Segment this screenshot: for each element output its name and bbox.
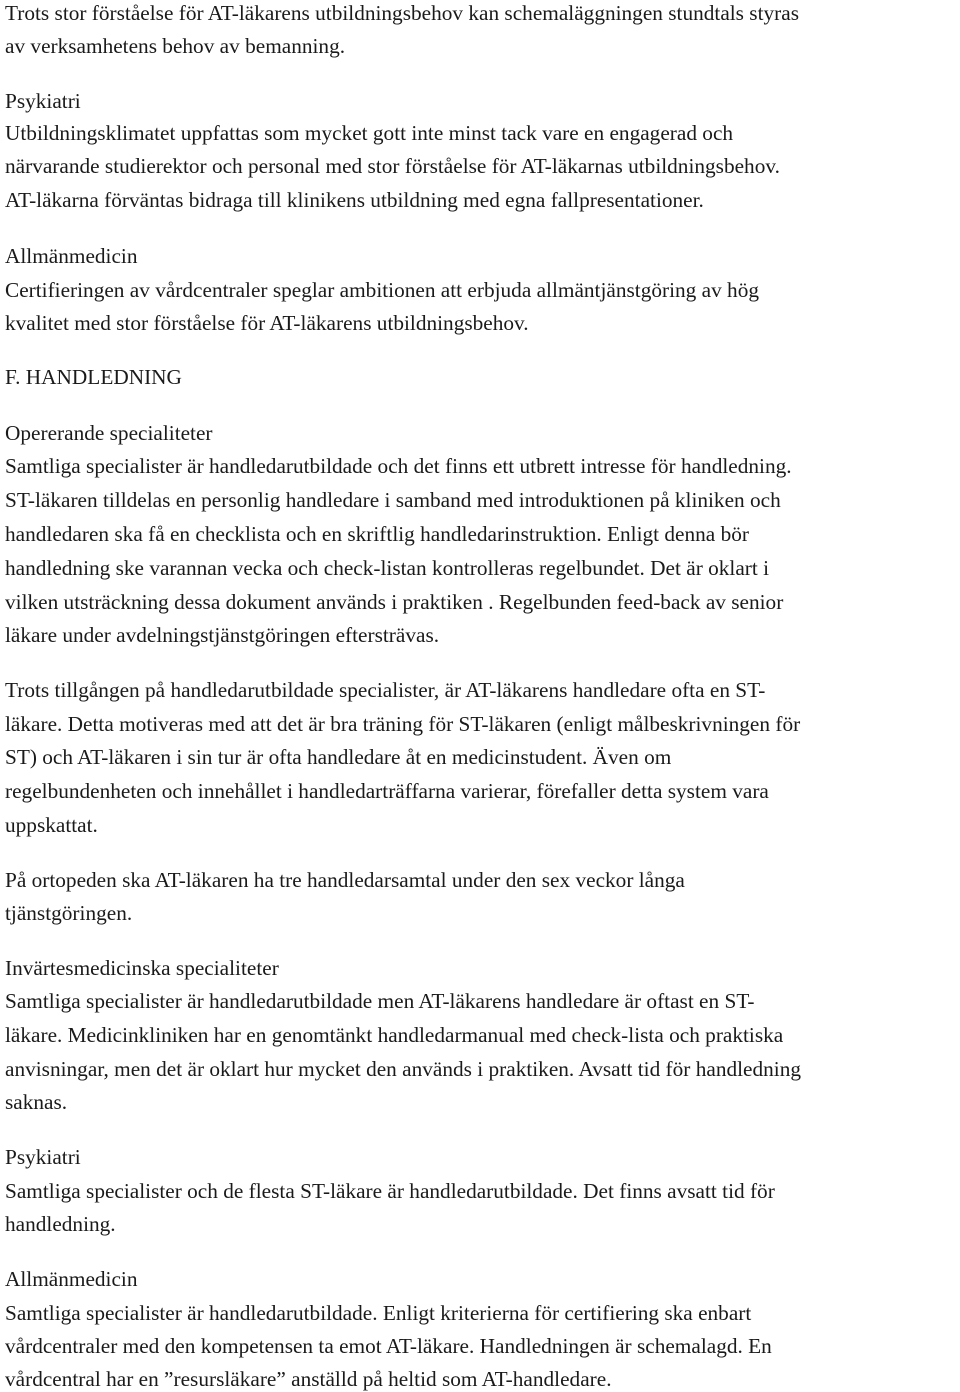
heading-psykiatri-2: Psykiatri	[5, 1145, 81, 1169]
opererande-line-3: handledaren ska få en checklista och en skriftlig handledarinstruktion. Enligt denna bör	[5, 522, 749, 546]
allmanmedicin-2-line-3: vårdcentral har en ”resursläkare” anställd på heltid som AT-handledare.	[5, 1367, 612, 1391]
opererande-line-4: handledning ske varannan vecka och check-listan kontrolleras regelbundet. Det är oklart i	[5, 556, 770, 580]
opererande-line-5: vilken utsträckning dessa dokument används i praktiken . Regelbunden feed-back av senior	[5, 590, 784, 614]
allmanmedicin-1-line-2: kvalitet med stor förståelse för AT-läkarens utbildningsbehov.	[5, 311, 529, 335]
section-heading-handledning: F. HANDLEDNING	[5, 365, 182, 389]
invartes-line-1: Samtliga specialister är handledarutbildade men AT-läkarens handledare är oftast en ST-	[5, 989, 755, 1013]
psykiatri-1-line-3: AT-läkarna förväntas bidraga till klinikens utbildning med egna fallpresentationer.	[5, 188, 704, 212]
heading-invartes: Invärtesmedicinska specialiteter	[5, 956, 279, 980]
opererande-line-6: läkare under avdelningstjänstgöringen eftersträvas.	[5, 623, 440, 647]
invartes-line-2: läkare. Medicinkliniken har en genomtänkt handledarmanual med check-lista och praktiska	[5, 1023, 784, 1047]
opererande-p2-line-4: regelbundenheten och innehållet i handledarträffarna varierar, förefaller detta system vara	[5, 779, 769, 803]
opererande-p2-line-5: uppskattat.	[5, 813, 98, 837]
psykiatri-2-line-2: handledning.	[5, 1212, 116, 1236]
intro-line-2: av verksamhetens behov av bemanning.	[5, 34, 346, 58]
heading-psykiatri-1: Psykiatri	[5, 89, 81, 113]
opererande-p2-line-3: ST) och AT-läkaren i sin tur är ofta handledare åt en medicinstudent. Även om	[5, 745, 672, 769]
opererande-line-1: Samtliga specialister är handledarutbildade och det finns ett utbrett intresse för handledning.	[5, 454, 792, 478]
allmanmedicin-2-line-2: vårdcentraler med den kompetensen ta emot AT-läkare. Handledningen är schemalagd. En	[5, 1334, 772, 1358]
heading-opererande: Opererande specialiteter	[5, 421, 213, 445]
allmanmedicin-1-line-1: Certifieringen av vårdcentraler speglar ambitionen att erbjuda allmäntjänstgöring av hög	[5, 278, 759, 302]
psykiatri-2-line-1: Samtliga specialister och de flesta ST-läkare är handledarutbildade. Det finns avsatt tid för	[5, 1179, 775, 1203]
intro-line-1: Trots stor förståelse för AT-läkarens utbildningsbehov kan schemaläggningen stundtals styras	[5, 1, 799, 25]
heading-allmanmedicin-1: Allmänmedicin	[5, 244, 138, 268]
opererande-p3-line-2: tjänstgöringen.	[5, 901, 133, 925]
allmanmedicin-2-line-1: Samtliga specialister är handledarutbildade. Enligt kriterierna för certifiering ska enbart	[5, 1301, 752, 1325]
psykiatri-1-line-2: närvarande studierektor och personal med stor förståelse för AT-läkarnas utbildningsbehov.	[5, 154, 780, 178]
opererande-p2-line-1: Trots tillgången på handledarutbildade specialister, är AT-läkarens handledare ofta en ST-	[5, 678, 766, 702]
psykiatri-1-line-1: Utbildningsklimatet uppfattas som mycket gott inte minst tack vare en engagerad och	[5, 121, 734, 145]
invartes-line-3: anvisningar, men det är oklart hur mycket den används i praktiken. Avsatt tid för handledning	[5, 1057, 801, 1081]
opererande-p2-line-2: läkare. Detta motiveras med att det är bra träning för ST-läkaren (enligt målbeskrivningen för	[5, 712, 801, 736]
heading-allmanmedicin-2: Allmänmedicin	[5, 1267, 138, 1291]
opererande-line-2: ST-läkaren tilldelas en personlig handledare i samband med introduktionen på kliniken och	[5, 488, 781, 512]
opererande-p3-line-1: På ortopeden ska AT-läkaren ha tre handledarsamtal under den sex veckor långa	[5, 868, 685, 892]
invartes-line-4: saknas.	[5, 1090, 68, 1114]
